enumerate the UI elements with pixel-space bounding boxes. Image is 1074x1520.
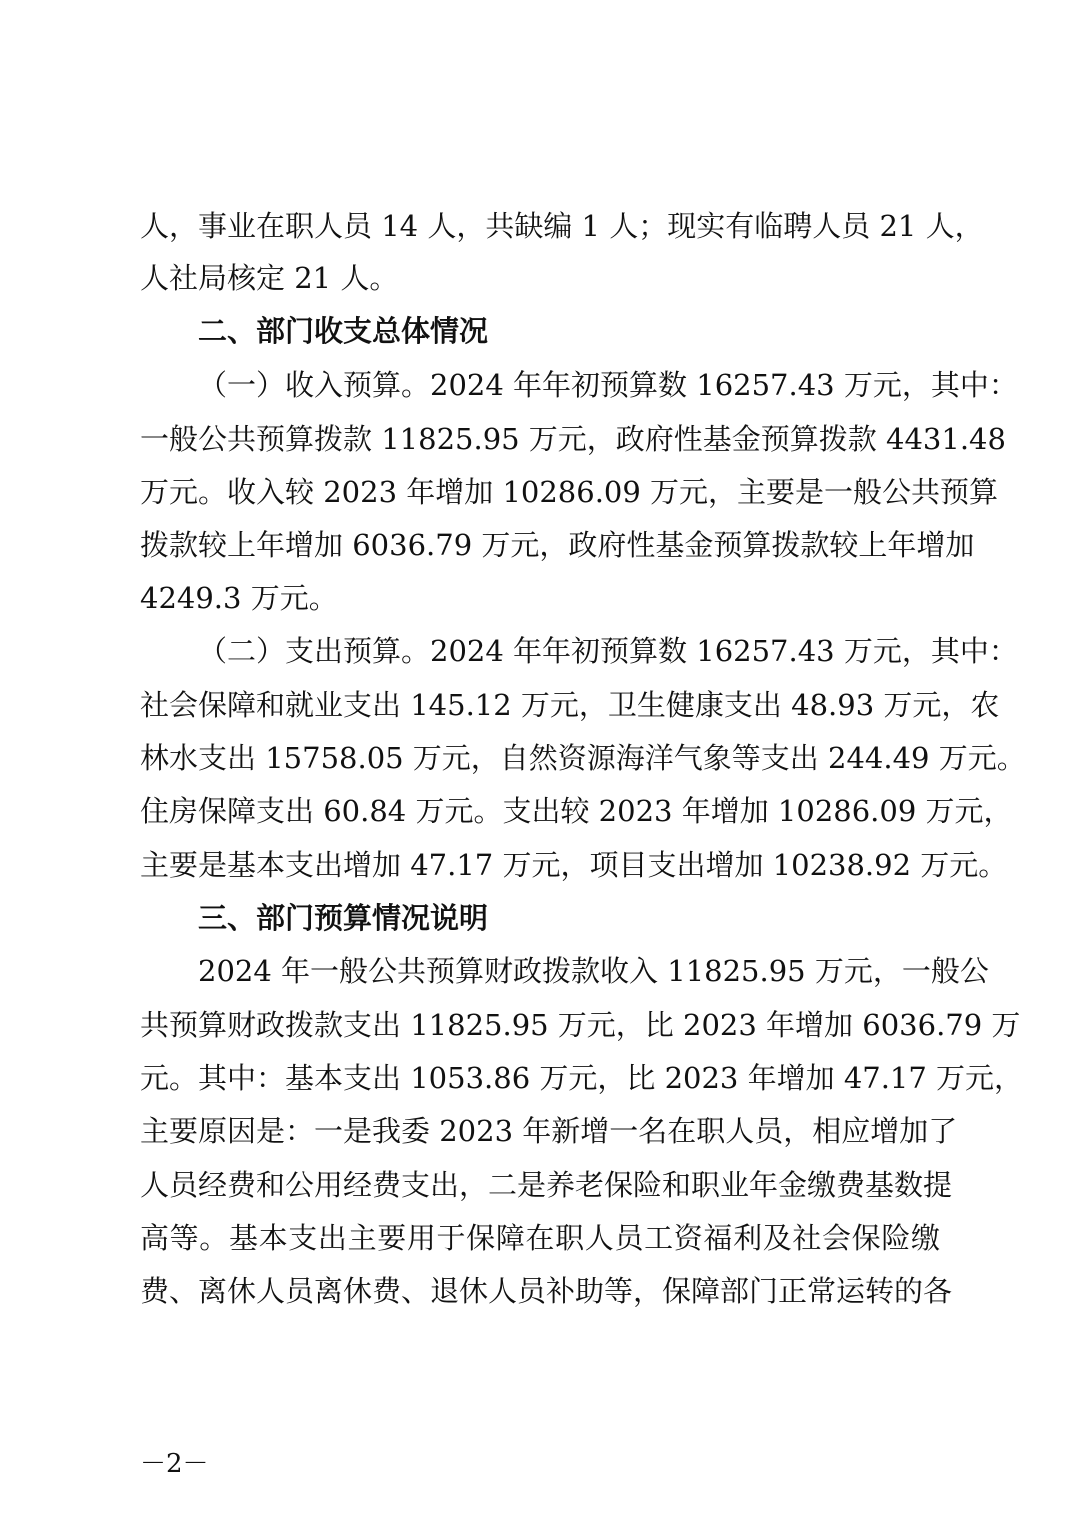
body-line: 住房保障支出 60.84 万元。支出较 2023 年增加 10286.09 万元， xyxy=(140,794,1013,828)
section-heading-2: 二、部门收支总体情况 xyxy=(198,314,489,348)
body-line: 高等。基本支出主要用于保障在职人员工资福利及社会保险缴 xyxy=(140,1221,940,1255)
body-line: 拨款较上年增加 6036.79 万元，政府性基金预算拨款较上年增加 xyxy=(140,528,975,562)
expenditure-label: （二）支出预算。 xyxy=(198,634,431,668)
section-heading-3: 三、部门预算情况说明 xyxy=(198,901,489,935)
body-line: 人，事业在职人员 14 人，共缺编 1 人；现实有临聘人员 21 人， xyxy=(140,209,984,243)
body-line: 主要原因是：一是我委 2023 年新增一名在职人员，相应增加了 xyxy=(140,1114,958,1148)
income-first-line xyxy=(198,367,1018,403)
body-line: 2024 年一般公共预算财政拨款收入 11825.95 万元，一般公 xyxy=(198,954,989,988)
body-line: 万元。收入较 2023 年增加 10286.09 万元，主要是一般公共预算 xyxy=(140,475,999,509)
body-line: 社会保障和就业支出 145.12 万元，卫生健康支出 48.93 万元，农 xyxy=(140,688,1000,722)
income-text: 2024 年年初预算数 16257.43 万元，其中： xyxy=(430,368,1018,402)
body-line: 4249.3 万元。 xyxy=(140,581,338,615)
body-line: 费、离休人员离休费、退休人员补助等，保障部门正常运转的各 xyxy=(140,1274,953,1308)
body-line: 一般公共预算拨款 11825.95 万元，政府性基金预算拨款 4431.48 xyxy=(140,422,1006,456)
expenditure-text: 2024 年年初预算数 16257.43 万元，其中： xyxy=(430,634,1018,668)
body-line: 共预算财政拨款支出 11825.95 万元，比 2023 年增加 6036.79 万 xyxy=(140,1008,1021,1042)
body-line: 主要是基本支出增加 47.17 万元，项目支出增加 10238.92 万元。 xyxy=(140,848,1008,882)
income-label: （一）收入预算。 xyxy=(198,368,431,402)
body-line: 人员经费和公用经费支出，二是养老保险和职业年金缴费基数提 xyxy=(140,1168,953,1202)
body-line: 元。其中：基本支出 1053.86 万元，比 2023 年增加 47.17 万元， xyxy=(140,1061,1024,1095)
expenditure-first-line xyxy=(198,633,1018,669)
body-line: 人社局核定 21 人。 xyxy=(140,261,399,295)
page-number: －2－ xyxy=(140,1449,209,1479)
body-line: 林水支出 15758.05 万元，自然资源海洋气象等支出 244.49 万元。 xyxy=(140,741,1026,775)
